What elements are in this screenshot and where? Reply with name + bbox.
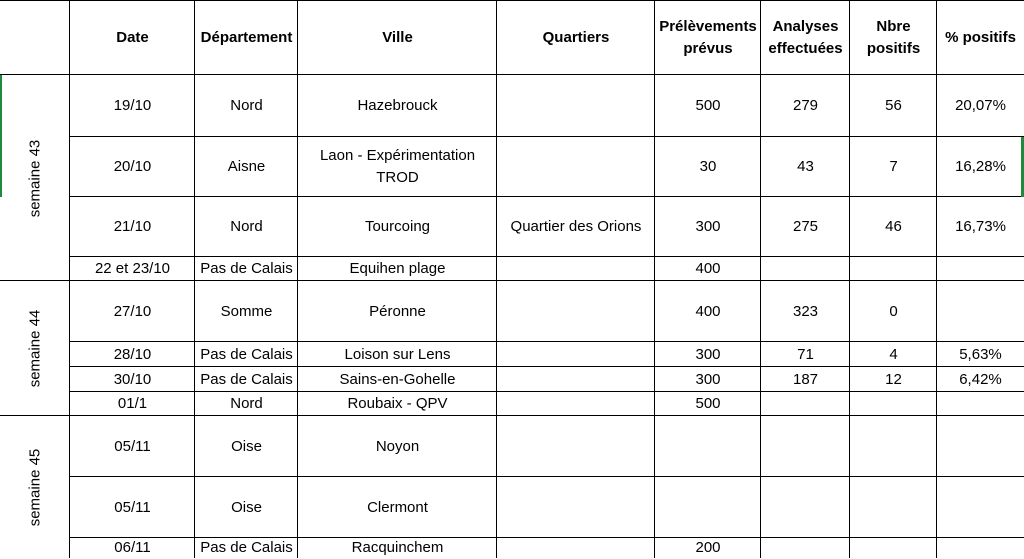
cell-date[interactable]: 22 et 23/10	[94, 260, 171, 277]
cell-prelevements[interactable]: 300	[695, 370, 721, 388]
cell-quartier[interactable]: Quartier des Orions	[510, 218, 642, 235]
cell-pct-positifs[interactable]	[937, 416, 1024, 477]
cell-departement[interactable]: Somme	[220, 302, 273, 320]
cell-quartier[interactable]	[497, 477, 655, 538]
cell-ville[interactable]: Péronne	[369, 302, 426, 320]
cell-positifs[interactable]	[850, 538, 937, 558]
week-label-text: semaine 43	[26, 139, 44, 217]
cell-prelevements[interactable]: 500	[695, 395, 721, 412]
cell-positifs[interactable]	[850, 416, 937, 477]
cell-prelevements[interactable]: 200	[695, 539, 721, 556]
cell-quartier[interactable]	[497, 538, 655, 558]
cell-positifs[interactable]	[850, 477, 937, 538]
cell-prelevements[interactable]: 300	[695, 218, 721, 235]
cell-analyses[interactable]: 275	[792, 218, 819, 235]
cell-quartier[interactable]	[497, 416, 655, 477]
grid-line-horizontal	[70, 391, 1024, 392]
cell-analyses[interactable]	[761, 392, 850, 416]
cell-prelevements[interactable]: 400	[695, 302, 721, 320]
grid-line-vertical	[194, 0, 195, 558]
cell-prelevements[interactable]	[655, 416, 761, 477]
grid-line-vertical	[297, 0, 298, 558]
header-date: Date	[116, 28, 149, 46]
week-label-text: semaine 45	[26, 448, 44, 526]
cell-positifs[interactable]: 0	[889, 302, 898, 320]
cell-pct-positifs[interactable]: 5,63%	[959, 345, 1002, 363]
cell-ville[interactable]: Tourcoing	[364, 218, 431, 235]
cell-departement[interactable]: Pas de Calais	[200, 345, 293, 363]
cell-date[interactable]: 30/10	[113, 370, 152, 388]
cell-quartier[interactable]	[497, 367, 655, 392]
cell-pct-positifs[interactable]	[937, 477, 1024, 538]
cell-pct-positifs[interactable]	[937, 257, 1024, 281]
cell-analyses[interactable]: 71	[797, 345, 814, 363]
cell-ville[interactable]: Clermont	[367, 498, 428, 516]
cell-pct-positifs[interactable]	[937, 392, 1024, 416]
grid-line-vertical	[654, 0, 655, 558]
cell-departement[interactable]: Pas de Calais	[200, 539, 293, 556]
cell-analyses[interactable]	[761, 477, 850, 538]
cell-ville[interactable]: Noyon	[375, 437, 420, 455]
header-departement: Département	[200, 28, 293, 46]
grid-line-horizontal	[0, 415, 1024, 416]
cell-quartier[interactable]	[497, 281, 655, 342]
cell-ville[interactable]: Sains-en-Gohelle	[339, 370, 456, 388]
cell-date[interactable]: 19/10	[113, 97, 152, 114]
header-positifs: Nbre positifs	[866, 17, 921, 57]
grid-line-horizontal	[70, 256, 1024, 257]
grid-line-vertical	[760, 0, 761, 558]
cell-date[interactable]: 28/10	[113, 345, 152, 363]
cell-date[interactable]: 21/10	[113, 218, 152, 235]
cell-analyses[interactable]: 187	[792, 370, 819, 388]
cell-prelevements[interactable]: 300	[695, 345, 721, 363]
grid-line-horizontal	[70, 476, 1024, 477]
selection-marker-left	[0, 75, 2, 139]
cell-quartier[interactable]	[497, 257, 655, 281]
cell-date[interactable]: 27/10	[113, 302, 152, 320]
cell-pct-positifs[interactable]	[937, 281, 1024, 342]
grid-line-horizontal	[0, 0, 1024, 1]
grid-line-vertical	[69, 0, 70, 558]
cell-prelevements[interactable]: 30	[699, 158, 717, 175]
cell-date[interactable]: 05/11	[114, 437, 151, 455]
grid-line-vertical	[936, 0, 937, 558]
grid-line-horizontal	[70, 341, 1024, 342]
cell-ville[interactable]: Hazebrouck	[357, 97, 438, 114]
cell-analyses[interactable]: 279	[792, 97, 819, 114]
cell-prelevements[interactable]: 400	[695, 260, 721, 277]
header-quartier: Quartiers	[542, 28, 610, 46]
grid-line-horizontal	[70, 537, 1024, 538]
cell-ville[interactable]: Roubaix - QPV	[347, 395, 448, 412]
cell-departement[interactable]: Oise	[231, 437, 262, 455]
cell-positifs[interactable]: 12	[885, 370, 902, 388]
cell-departement[interactable]: Pas de Calais	[200, 260, 293, 277]
cell-pct-positifs[interactable]: 16,73%	[955, 218, 1006, 235]
cell-departement[interactable]: Oise	[231, 498, 262, 516]
cell-analyses[interactable]: 323	[792, 302, 819, 320]
cell-date[interactable]: 20/10	[113, 158, 152, 175]
cell-analyses[interactable]	[761, 257, 850, 281]
grid-line-vertical	[849, 0, 850, 558]
cell-ville[interactable]: Racquinchem	[351, 539, 444, 556]
week-label	[0, 416, 70, 558]
cell-departement[interactable]: Nord	[230, 218, 263, 235]
week-label	[0, 281, 70, 416]
header-pct-positifs: % positifs	[945, 28, 1016, 46]
cell-positifs[interactable]: 4	[889, 345, 898, 363]
cell-quartier[interactable]	[497, 342, 655, 367]
cell-positifs[interactable]: 7	[889, 158, 898, 175]
cell-departement[interactable]: Aisne	[227, 158, 266, 175]
cell-departement[interactable]: Nord	[230, 395, 263, 412]
cell-pct-positifs[interactable]	[937, 538, 1024, 558]
header-analyses: Analyses effectuées	[768, 17, 843, 57]
cell-departement[interactable]: Pas de Calais	[200, 370, 293, 388]
cell-date[interactable]: 01/1	[117, 395, 148, 412]
cell-date[interactable]: 06/11	[114, 539, 151, 556]
cell-analyses[interactable]	[761, 538, 850, 558]
cell-ville[interactable]: Loison sur Lens	[344, 345, 451, 363]
cell-ville[interactable]: Laon - Expérimentation TROD	[319, 147, 476, 186]
grid-line-horizontal	[0, 74, 1024, 75]
grid-line-horizontal	[70, 366, 1024, 367]
header-prelevements: Prélèvements prévus	[659, 17, 757, 57]
grid-line-horizontal	[0, 280, 1024, 281]
grid-line-vertical	[496, 0, 497, 558]
cell-quartier[interactable]	[497, 392, 655, 416]
cell-pct-positifs[interactable]: 20,07%	[955, 97, 1006, 114]
week-label	[0, 75, 70, 281]
cell-prelevements[interactable]: 500	[695, 97, 721, 114]
cell-positifs[interactable]: 46	[885, 218, 902, 235]
cell-analyses[interactable]	[761, 416, 850, 477]
cell-ville[interactable]: Equihen plage	[349, 260, 446, 277]
cell-positifs[interactable]	[850, 392, 937, 416]
grid-line-horizontal	[70, 196, 1024, 197]
cell-pct-positifs[interactable]: 16,28%	[955, 158, 1006, 175]
cell-quartier[interactable]	[497, 75, 655, 137]
cell-prelevements[interactable]	[655, 477, 761, 538]
cell-positifs[interactable]: 56	[885, 97, 902, 114]
header-ville: Ville	[382, 28, 413, 46]
selection-marker-left	[0, 137, 2, 197]
cell-pct-positifs[interactable]: 6,42%	[959, 370, 1002, 388]
cell-date[interactable]: 05/11	[114, 498, 151, 516]
week-label-text: semaine 44	[26, 309, 44, 388]
cell-quartier[interactable]	[497, 137, 655, 197]
cell-analyses[interactable]: 43	[797, 158, 814, 175]
cell-departement[interactable]: Nord	[230, 97, 263, 114]
cell-positifs[interactable]	[850, 257, 937, 281]
grid-line-horizontal	[70, 136, 1024, 137]
